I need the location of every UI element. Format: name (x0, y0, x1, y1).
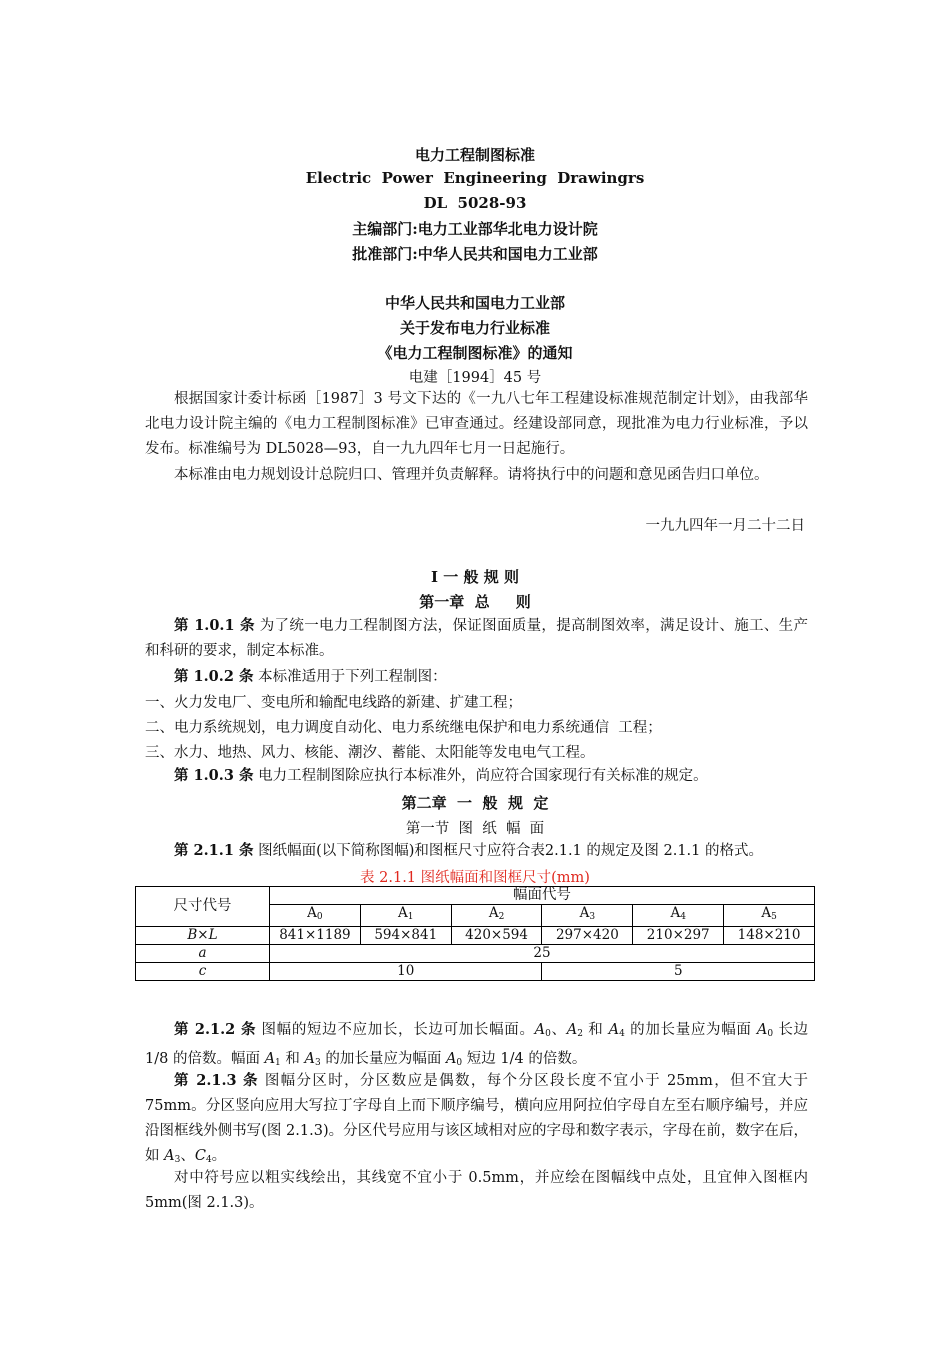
symbol-letter: A (534, 1022, 546, 1038)
chapter2-heading: 第二章 一 般 规 定 (401, 794, 549, 812)
title-cn: 电力工程制图标准 (414, 146, 535, 164)
row-label-a: a (136, 945, 270, 963)
size-header-a0 (270, 905, 361, 927)
article-2-1-2-label: 第 2.1.2 条 (174, 1021, 257, 1038)
size-header-a4 (633, 905, 724, 927)
text-run: 、 (550, 1022, 567, 1038)
text-run: 图幅的短边不应加长，长边可加长幅面。 (261, 1022, 535, 1038)
size-letter: A (579, 905, 590, 921)
article-2-1-3-label: 第 2.1.3 条 (174, 1072, 259, 1089)
symbol-subscript: 2 (577, 1029, 583, 1039)
size-letter: A (761, 905, 772, 921)
size-subscript: 0 (316, 912, 323, 922)
standard-code: DL 5028-93 (423, 194, 527, 212)
text-run: 。 (211, 1148, 227, 1164)
text-run: 和 (582, 1022, 609, 1038)
title-en: Electric Power Engineering Drawingrs (305, 169, 645, 187)
editor-department: 主编部门:电力工业部华北电力设计院 (352, 220, 598, 238)
article-1-0-3 (145, 763, 808, 789)
table-row (136, 963, 815, 981)
size-dimension-a3: 297×420 (542, 927, 633, 945)
text-run: 、 (180, 1148, 195, 1164)
table-caption: 表 2.1.1 图纸幅面和图框尺寸(mm) (360, 870, 590, 886)
symbol-letter: A (264, 1051, 276, 1067)
approver-department: 批准部门:中华人民共和国电力工业部 (352, 245, 598, 263)
article-2-1-1-label: 第 2.1.1 条 (174, 842, 254, 859)
symbol-letter: A (566, 1022, 578, 1038)
size-dimension-a0: 841×1189 (270, 927, 361, 945)
part1-heading: Ⅰ 一 般 规 则 (431, 568, 519, 586)
size-letter: A (488, 905, 499, 921)
notice-doc-number: 电建［1994］45 号 (408, 370, 542, 386)
centering-mark-paragraph: 对中符号应以粗实线绘出，其线宽不宜小于 0.5mm，并应绘在图幅线中点处，且宜伸入图框内 5mm(图 2.1.3)。 (145, 1170, 808, 1211)
size-header-a1 (360, 905, 451, 927)
symbol-subscript: 4 (205, 1155, 212, 1165)
article-1-0-1 (145, 613, 808, 664)
size-subscript: 4 (680, 912, 686, 922)
notice-title-line3: 《电力工程制图标准》的通知 (377, 344, 573, 362)
size-subscript: 1 (407, 912, 414, 922)
size-dimension-a1: 594×841 (360, 927, 451, 945)
notice-date: 一九九四年一月二十二日 (645, 518, 805, 534)
article-2-1-3 (145, 1068, 808, 1173)
symbol-subscript: 3 (314, 1058, 321, 1068)
table-corner-header: 尺寸代号 (136, 887, 270, 927)
symbol-subscript: 0 (456, 1058, 463, 1068)
symbol-subscript: 0 (545, 1029, 551, 1039)
symbol-letter: A (304, 1051, 315, 1067)
list-item-2: 二、电力系统规划，电力调度自动化、电力系统继电保护和电力系统通信 工程； (145, 720, 662, 736)
size-dimension-a2: 420×594 (451, 927, 542, 945)
size-dimension-a5: 148×210 (724, 927, 815, 945)
article-1-0-1-label: 第 1.0.1 条 (174, 617, 255, 634)
size-letter: A (670, 905, 681, 921)
article-1-0-3-label: 第 1.0.3 条 (174, 767, 254, 784)
symbol-letter: C (194, 1148, 206, 1164)
text-run: 图幅分区时，分区数应是偶数，每个分区段长度不宜小于 25mm，但不宜大于 75mm。分区竖向应用大写拉丁字母自上而下顺序编号，横向应用阿拉伯字母自左至右顺序编号，并应沿图框线外侧书写(图 2.1.3)。分区代号应用与该区域相对应的字母和数字表示，字母在前，数字在后，如 (145, 1073, 809, 1164)
notice-issuer: 中华人民共和国电力工业部 (384, 294, 565, 312)
size-subscript: 2 (498, 912, 505, 922)
symbol-letter: A (756, 1022, 768, 1038)
text-run: 和 (280, 1051, 305, 1067)
article-1-0-3-text: 电力工程制图除应执行本标准外，尚应符合国家现行有关标准的规定。 (258, 768, 708, 784)
size-subscript: 5 (771, 912, 777, 922)
c-value-cell-2: 5 (542, 963, 815, 981)
article-2-1-1 (145, 838, 808, 864)
symbol-subscript: 1 (275, 1058, 281, 1068)
size-header-a3 (542, 905, 633, 927)
symbol-letter: A (445, 1051, 457, 1067)
article-2-1-1-text: 图纸幅面(以下简称图幅)和图框尺寸应符合表2.1.1 的规定及图 2.1.1 的格式。 (258, 843, 764, 859)
list-item-3: 三、水力、地热、风力、核能、潮汐、蓄能、太阳能等发电电气工程。 (145, 745, 595, 761)
text-run: 长边 1/8 的倍数。幅面 (145, 1022, 809, 1067)
a-value-cell: 25 (270, 945, 815, 963)
table-row (136, 945, 815, 963)
table-row (136, 927, 815, 945)
section1-heading: 第一节 图 纸 幅 面 (405, 821, 545, 837)
text-run: 的加长量应为幅面 (624, 1022, 757, 1038)
c-value-cell-1: 10 (270, 963, 542, 981)
text-run: 短边 1/4 的倍数。 (462, 1051, 587, 1067)
table-group-header: 幅面代号 (270, 887, 815, 905)
notice-paragraph-2: 本标准由电力规划设计总院归口、管理并负责解释。请将执行中的问题和意见函告归口单位。 (174, 467, 769, 483)
list-item-1: 一、火力发电厂、变电所和输配电线路的新建、扩建工程； (145, 695, 522, 711)
article-1-0-2-label: 第 1.0.2 条 (174, 668, 254, 685)
symbol-letter: A (608, 1022, 620, 1038)
paper-size-table (135, 886, 815, 981)
row-label-c: c (136, 963, 270, 981)
size-letter: A (307, 905, 317, 921)
chapter1-heading: 第一章 总 则 (419, 593, 531, 611)
size-dimension-a4: 210×297 (633, 927, 724, 945)
article-1-0-2 (145, 664, 808, 690)
size-letter: A (398, 905, 408, 921)
notice-title-line2: 关于发布电力行业标准 (399, 319, 550, 337)
row-label-bl: B×L (136, 927, 270, 945)
symbol-letter: A (164, 1148, 175, 1164)
article-1-0-2-text: 本标准适用于下列工程制图： (258, 669, 447, 685)
article-1-0-1-text: 为了统一电力工程制图方法，保证图面质量，提高制图效率，满足设计、施工、生产和科研的要求，制定本标准。 (145, 618, 809, 659)
notice-paragraph-1: 根据国家计委计标函［1987］3 号文下达的《一九八七年工程建设标准规范制定计划》，由我部华北电力设计院主编的《电力工程制图标准》已审查通过。经建设部同意，现批准为电力行业标准，予以发布。标准编号为 DL5028—93，自一九九四年七月一日起施行。 (145, 391, 808, 457)
symbol-subscript: 3 (174, 1155, 181, 1165)
symbol-subscript: 4 (619, 1029, 625, 1039)
size-subscript: 3 (589, 912, 596, 922)
size-header-a2 (451, 905, 542, 927)
table-row (136, 887, 815, 905)
symbol-subscript: 0 (767, 1029, 774, 1039)
text-run: 的加长量应为幅面 (320, 1051, 446, 1067)
size-header-a5 (724, 905, 815, 927)
